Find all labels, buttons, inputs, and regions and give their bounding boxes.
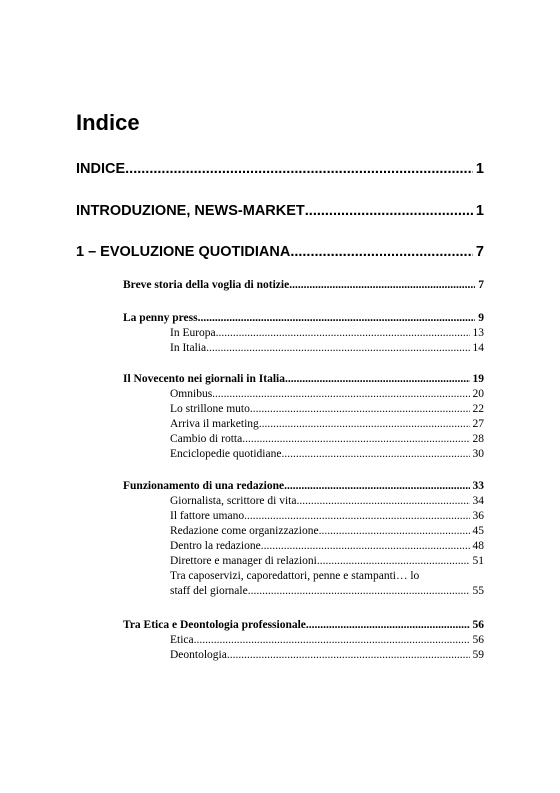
toc-subentry-staff-line1[interactable]: Tra caposervizi, caporedattori, penne e stampanti… lo: [170, 570, 420, 582]
toc-entry-etica-deontologia[interactable]: [123, 618, 484, 633]
toc-entry-text: 1 – EVOLUZIONE QUOTIDIANA: [76, 244, 291, 260]
toc-page-number: 1: [475, 203, 484, 219]
dot-leader: [317, 554, 470, 569]
page-title: Indice: [76, 110, 140, 135]
dot-leader: [281, 447, 469, 462]
toc-entry-text: Etica: [170, 634, 194, 646]
toc-subentry-cambio-rotta[interactable]: [170, 432, 484, 447]
dot-leader: [250, 402, 470, 417]
toc-subentry-strillone-muto[interactable]: [170, 402, 484, 417]
toc-entry-evoluzione[interactable]: [76, 243, 484, 261]
toc-entry-text: Cambio di rotta: [170, 433, 243, 445]
dot-leader: [242, 432, 469, 447]
toc-subentry-enciclopedie[interactable]: [170, 447, 484, 462]
dot-leader: [244, 509, 469, 524]
toc-page-number: 48: [472, 540, 484, 552]
dot-leader: [212, 387, 469, 402]
dot-leader: [227, 648, 470, 663]
toc-page-number: 56: [472, 634, 484, 646]
toc-entry-breve-storia[interactable]: [123, 278, 484, 293]
dot-leader: [306, 618, 470, 633]
toc-subentry-etica[interactable]: [170, 633, 484, 648]
toc-subentry-arriva-marketing[interactable]: [170, 417, 484, 432]
toc-entry-text: INDICE: [76, 161, 126, 177]
toc-page-number: 22: [472, 403, 484, 415]
toc-page-number: 9: [478, 312, 484, 324]
toc-page-number: 14: [472, 342, 484, 354]
toc-subentry-omnibus[interactable]: [170, 387, 484, 402]
toc-page-number: 34: [472, 495, 484, 507]
toc-subentry-redazione-organizzazione[interactable]: [170, 524, 484, 539]
toc-page-number: 28: [472, 433, 484, 445]
toc-entry-text: Il Novecento nei giornali in Italia: [123, 373, 285, 385]
toc-page-number: 33: [472, 480, 484, 492]
toc-subentry-fattore-umano[interactable]: [170, 509, 484, 524]
toc-page-number: 51: [472, 555, 484, 567]
toc-entry-funzionamento[interactable]: [123, 479, 484, 494]
dot-leader: [206, 341, 469, 356]
toc-entry-text: Omnibus: [170, 388, 213, 400]
toc-page-number: 56: [472, 619, 484, 631]
toc-page-number: 7: [478, 279, 484, 291]
toc-entry-text: Tra Etica e Deontologia professionale: [123, 619, 306, 631]
toc-entry-text: Enciclopedie quotidiane: [170, 448, 282, 460]
toc-page-number: 30: [472, 448, 484, 460]
dot-leader: [284, 479, 469, 494]
toc-page-number: 55: [472, 585, 484, 597]
toc-page-number: 7: [475, 244, 484, 260]
toc-entry-text: Arriva il marketing: [170, 418, 259, 430]
toc-subentry-in-europa[interactable]: [170, 326, 484, 341]
toc-entry-text: Breve storia della voglia di notizie: [123, 279, 290, 291]
toc-entry-text: Il fattore umano: [170, 510, 245, 522]
toc-page-number: 20: [472, 388, 484, 400]
toc-subentry-in-italia[interactable]: [170, 341, 484, 356]
toc-entry-indice[interactable]: [76, 160, 484, 178]
toc-page-number: 45: [472, 525, 484, 537]
toc-page-number: 13: [472, 327, 484, 339]
toc-page-number: 19: [472, 373, 484, 385]
toc-page-number: 1: [475, 161, 484, 177]
toc-entry-text: Giornalista, scrittore di vita: [170, 495, 297, 507]
toc-page-number: 59: [472, 649, 484, 661]
toc-page-number: 36: [472, 510, 484, 522]
toc-subentry-direttore[interactable]: [170, 554, 484, 569]
dot-leader: [305, 202, 473, 220]
toc-entry-text: Deontologia: [170, 649, 227, 661]
toc-entry-novecento[interactable]: [123, 372, 484, 387]
dot-leader: [216, 326, 470, 341]
toc-subentry-giornalista[interactable]: [170, 494, 484, 509]
toc-subentry-staff-giornale[interactable]: [170, 584, 484, 599]
dot-leader: [198, 311, 476, 326]
dot-leader: [319, 524, 470, 539]
toc-entry-text: In Europa: [170, 327, 216, 339]
toc-entry-introduzione[interactable]: [76, 202, 484, 220]
toc-entry-text: staff del giornale: [170, 585, 248, 597]
toc-entry-text: Direttore e manager di relazioni: [170, 555, 317, 567]
dot-leader: [289, 278, 475, 293]
dot-leader: [248, 584, 470, 599]
toc-subentry-dentro-redazione[interactable]: [170, 539, 484, 554]
toc-page-number: 27: [472, 418, 484, 430]
toc-entry-text: Lo strillone muto: [170, 403, 250, 415]
dot-leader: [290, 243, 473, 261]
toc-subentry-deontologia[interactable]: [170, 648, 484, 663]
dot-leader: [285, 372, 470, 387]
toc-entry-penny-press[interactable]: [123, 311, 484, 326]
toc-entry-text: Funzionamento di una redazione: [123, 480, 285, 492]
toc-entry-text: Dentro la redazione: [170, 540, 261, 552]
dot-leader: [125, 160, 473, 178]
dot-leader: [194, 633, 470, 648]
toc-entry-text: La penny press: [123, 312, 198, 324]
dot-leader: [261, 539, 470, 554]
toc-entry-text: INTRODUZIONE, NEWS-MARKET: [76, 203, 305, 219]
dot-leader: [259, 417, 470, 432]
dot-leader: [296, 494, 469, 509]
toc-entry-text: In Italia: [170, 342, 207, 354]
toc-entry-text: Redazione come organizzazione: [170, 525, 319, 537]
